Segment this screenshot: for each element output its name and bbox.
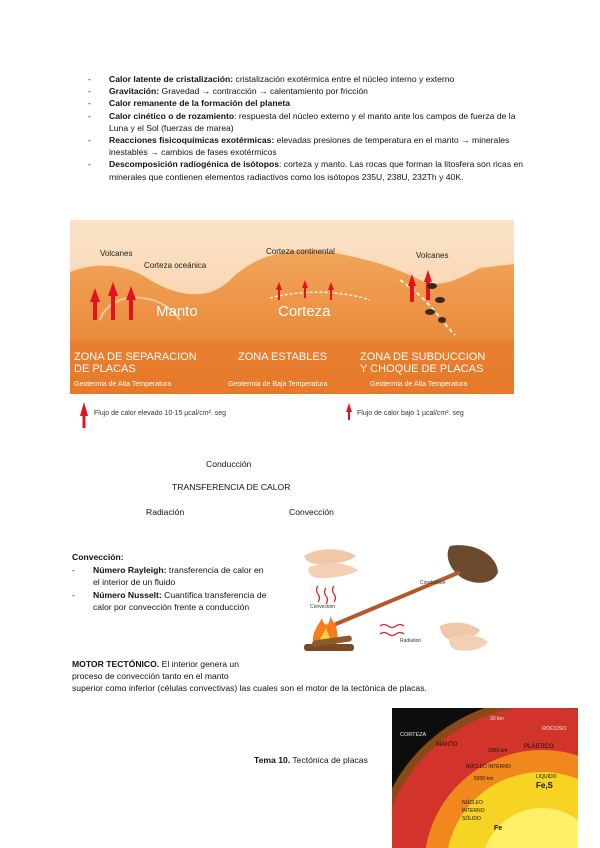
radiacion-label: Radiación xyxy=(146,507,185,517)
layer-fes: Fe,S xyxy=(536,781,553,790)
label-corteza-continental: Corteza continental xyxy=(266,247,335,256)
core-label-2: INTERNO xyxy=(462,808,485,814)
core-label-1: NÚCLEO xyxy=(462,800,483,806)
label-km-5200: 5200 km xyxy=(474,776,494,782)
topic-heading: Tema 10. Tectónica de placas xyxy=(254,755,368,765)
zona3-title-2: Y CHOQUE DE PLACAS xyxy=(360,363,484,375)
label-km-2900: 2900 km xyxy=(488,748,508,754)
convection-section xyxy=(72,551,272,613)
zona1-subtitle: Geotermia de Alta Temperatura xyxy=(74,381,172,388)
legend-high-flow: Flujo de calor elevado 10-15 µcal/cm². seg xyxy=(94,410,227,417)
conduccion-label: Conducción xyxy=(206,459,252,469)
zona2-title: ZONA ESTABLES xyxy=(238,351,328,363)
list-item: - Número Rayleigh: transferencia de calor en el interior de un fluido xyxy=(72,565,264,588)
label-radiation: Radiation xyxy=(400,638,422,644)
label-volcanes-right: Volcanes xyxy=(416,251,449,260)
layer-nucleo-externo: NÚCLEO INTERNO xyxy=(466,764,511,770)
layer-plastico: PLÁSTICO xyxy=(524,744,554,750)
earth-layers-figure xyxy=(392,708,578,848)
zona3-subtitle: Geotermia de Alta Temperatura xyxy=(370,381,468,388)
heat-sources-list xyxy=(88,73,528,183)
label-convection: Convection xyxy=(310,604,336,610)
list-item: - Número Nusselt: Cuantifica transferencia de calor por convección frente a conducción xyxy=(72,589,267,612)
layer-liquido: LÍQUIDO xyxy=(536,774,557,780)
zona2-subtitle: Geotermia de Baja Temperatura xyxy=(228,381,328,388)
label-conduction: Conduction xyxy=(420,580,446,586)
list-item: - Calor remanente de la formación del planeta xyxy=(88,98,290,109)
list-item: - Gravitación: Gravedad → contracción → calentamiento por fricción xyxy=(88,86,368,97)
convection-heading: Convección: xyxy=(72,552,124,562)
conveccion-label: Convección xyxy=(289,507,334,517)
zona1-title-2: DE PLACAS xyxy=(74,363,136,375)
legend-low-flow: Flujo de calor bajo 1 µcal/cm². seg xyxy=(357,410,464,417)
zona3-title-1: ZONA DE SUBDUCCION xyxy=(360,351,486,363)
layer-corteza: CORTEZA xyxy=(400,732,427,738)
label-volcanes-left: Volcanes xyxy=(100,249,133,258)
layer-rocoso: ROCOSO xyxy=(542,726,567,732)
core-fe: Fe xyxy=(494,825,503,832)
geothermal-zones-figure xyxy=(70,220,514,434)
heat-transfer-title: TRANSFERENCIA DE CALOR xyxy=(172,482,291,492)
motor-tectonico-paragraph: MOTOR TECTÓNICO. El interior genera un proceso de convección tanto en el manto superior como inferior (células convectivas) las cuales son el motor de la tectónica de placas. xyxy=(72,659,427,694)
layer-manto: MANTO xyxy=(436,742,458,748)
label-km-30: 30 km xyxy=(490,716,504,722)
list-item: - Reacciones fisicoquímicas exotérmicas: elevadas presiones de temperatura en el manto → minerales inestables → cambios de fases exotérmicos xyxy=(88,135,510,158)
list-item: - Calor cinético o de rozamiento: respuesta del núcleo externo y el manto ante los campos de fuerza de la Luna y el Sol (fuerzas de marea) xyxy=(88,110,516,133)
label-corteza-oceanica: Corteza oceánica xyxy=(144,261,207,270)
list-item: - Descomposición radiogénica de isótopos: corteza y manto. Las rocas que forman la litosfera son ricas en minerales que contienen elementos radiactivos como los isótopos 235U, 238U, 232Th y 40K. xyxy=(88,159,524,182)
heat-transfer-illustration xyxy=(300,542,500,656)
label-manto: Manto xyxy=(156,303,198,320)
label-corteza: Corteza xyxy=(278,303,331,320)
zona1-title-1: ZONA DE SEPARACION xyxy=(74,351,197,363)
core-label-3: SÓLIDO xyxy=(462,816,481,822)
list-item: - Calor latente de cristalización: cristalización exotérmica entre el núcleo interno y externo xyxy=(88,74,455,84)
